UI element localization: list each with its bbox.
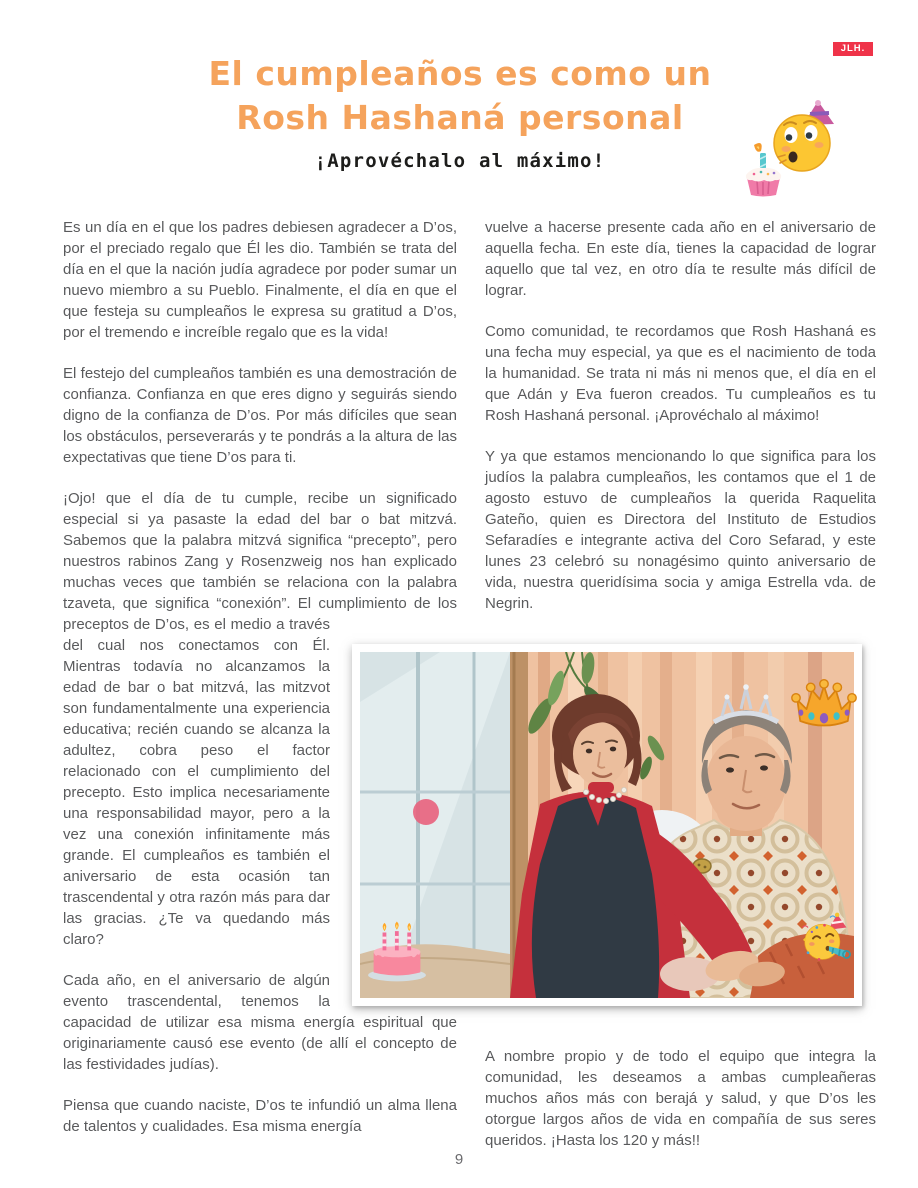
paragraph-right-4: A nombre propio y de todo el equipo que integra la comunidad, les deseamos a ambas cumpleañeras muchos años más con berajá y salud, y que D’os les otorgue largos años de vida en compañía de sus seres queridos. ¡Hasta los 120 y más!! [485, 1048, 876, 1149]
paragraph-left-2: El festejo del cumpleaños también es una demostración de confianza. Confianza en que eres digno y seguirás siendo digno de la confianza de D’os. Por más difíciles que sean los obstáculos, perseverarás y te pondrás a la altura de las expectativas que tiene D’os para ti. [63, 365, 457, 466]
paragraph-left-1: Es un día en el que los padres debiesen agradecer a D’os, por el preciado regalo que Él les dio. También se trata del día en el que la nación judía agradece por poder sumar un nuevo miembro a su Pueblo. Finalmente, el día en que el que festeja su cumpleaños le expresa su gratitud a D’os, por el tremendo e increíble regalo que es la vida! [63, 219, 457, 341]
photo-illustration [360, 652, 854, 998]
paragraph-left-3-start: ¡Ojo! que el día de tu cumple, recibe un significado especial si ya pasaste la edad del bar o bat mitzvá. Sabemos que la palabra mitzvá significa “precepto”, pero nuestros rabinos Zang y Rosenzweig nos han explicado muchas veces que también se relaciona con la palabra tzaveta, que significa “conexión”. El cumplimiento de [63, 490, 457, 612]
title-line-1: El cumpleaños es como un [208, 54, 712, 93]
party-blowing-candle-emoji-icon [740, 100, 840, 198]
paragraph-right-2: Como comunidad, te recordamos que Rosh Hashaná es una fecha muy especial, ya que es el nacimiento de toda la humanidad. Se trata ni más ni menos que, el día en el que Adán y Eva fueron creados. Tu cumpleaños es tu Rosh Hashaná personal. ¡Aprovéchalo al máximo! [485, 323, 876, 424]
party-face-emoji-icon [797, 911, 852, 966]
paragraph-left-3-end: los preceptos de D’os, es el medio a través del cual nos conectamos con Él. Mientras todavía no alcanzamos la edad de bar o bat mitzvá, las mitzvot son fundamentalmente una experiencia educativa; recién cuando se alcanza la adultez, cobra peso el factor relacionado con el cumplimiento del precepto. Esto implica necesariamente una responsabilidad mayor, pero a la vez una conexión infinitamente más grande. El cumpleaños es también el aniversario de esta ocasión tan trascendental y otra razón más para dar las gracias. ¿Te va quedando más claro? [63, 595, 457, 948]
title-line-2: Rosh Hashaná personal [236, 98, 684, 137]
paragraph-left-4: Cada año, en el aniversario de algún evento trascendental, tenemos la capacidad de utilizar esa misma energía espiritual que originariamente causó ese evento (de allí el concepto de las festividades judías). [63, 972, 457, 1073]
paragraph-left-5: Piensa que cuando naciste, D’os te infundió un alma llena de talentos y cualidades. Esa misma energía [63, 1097, 457, 1135]
paragraph-right-1: vuelve a hacerse presente cada año en el aniversario de aquella fecha. En este día, tienes la capacidad de lograr aquello que tal vez, en otro día te resulte más difícil de lograr. [485, 219, 876, 299]
logo-badge: JLH. [833, 42, 873, 56]
page-number: 9 [454, 1151, 464, 1168]
subtitle: ¡Aprovéchalo al máximo! [314, 150, 606, 172]
crown-emoji-icon [789, 679, 859, 735]
article-right-column-top [485, 217, 876, 634]
paragraph-right-3: Y ya que estamos mencionando lo que significa para los judíos la palabra cumpleaños, les contamos que el 1 de agosto estuvo de cumpleaños la querida Raquelita Gateño, quien es Directora del Instituto de Estudios Sefaradíes e integrante activa del Coro Sefarad, y este lunes 23 celebró su nonagésimo quinto aniversario de vida, nuestra queridísima socia y amiga Estrella vda. de Negrin. [485, 448, 876, 612]
birthday-cake-emoji-icon [364, 914, 430, 984]
